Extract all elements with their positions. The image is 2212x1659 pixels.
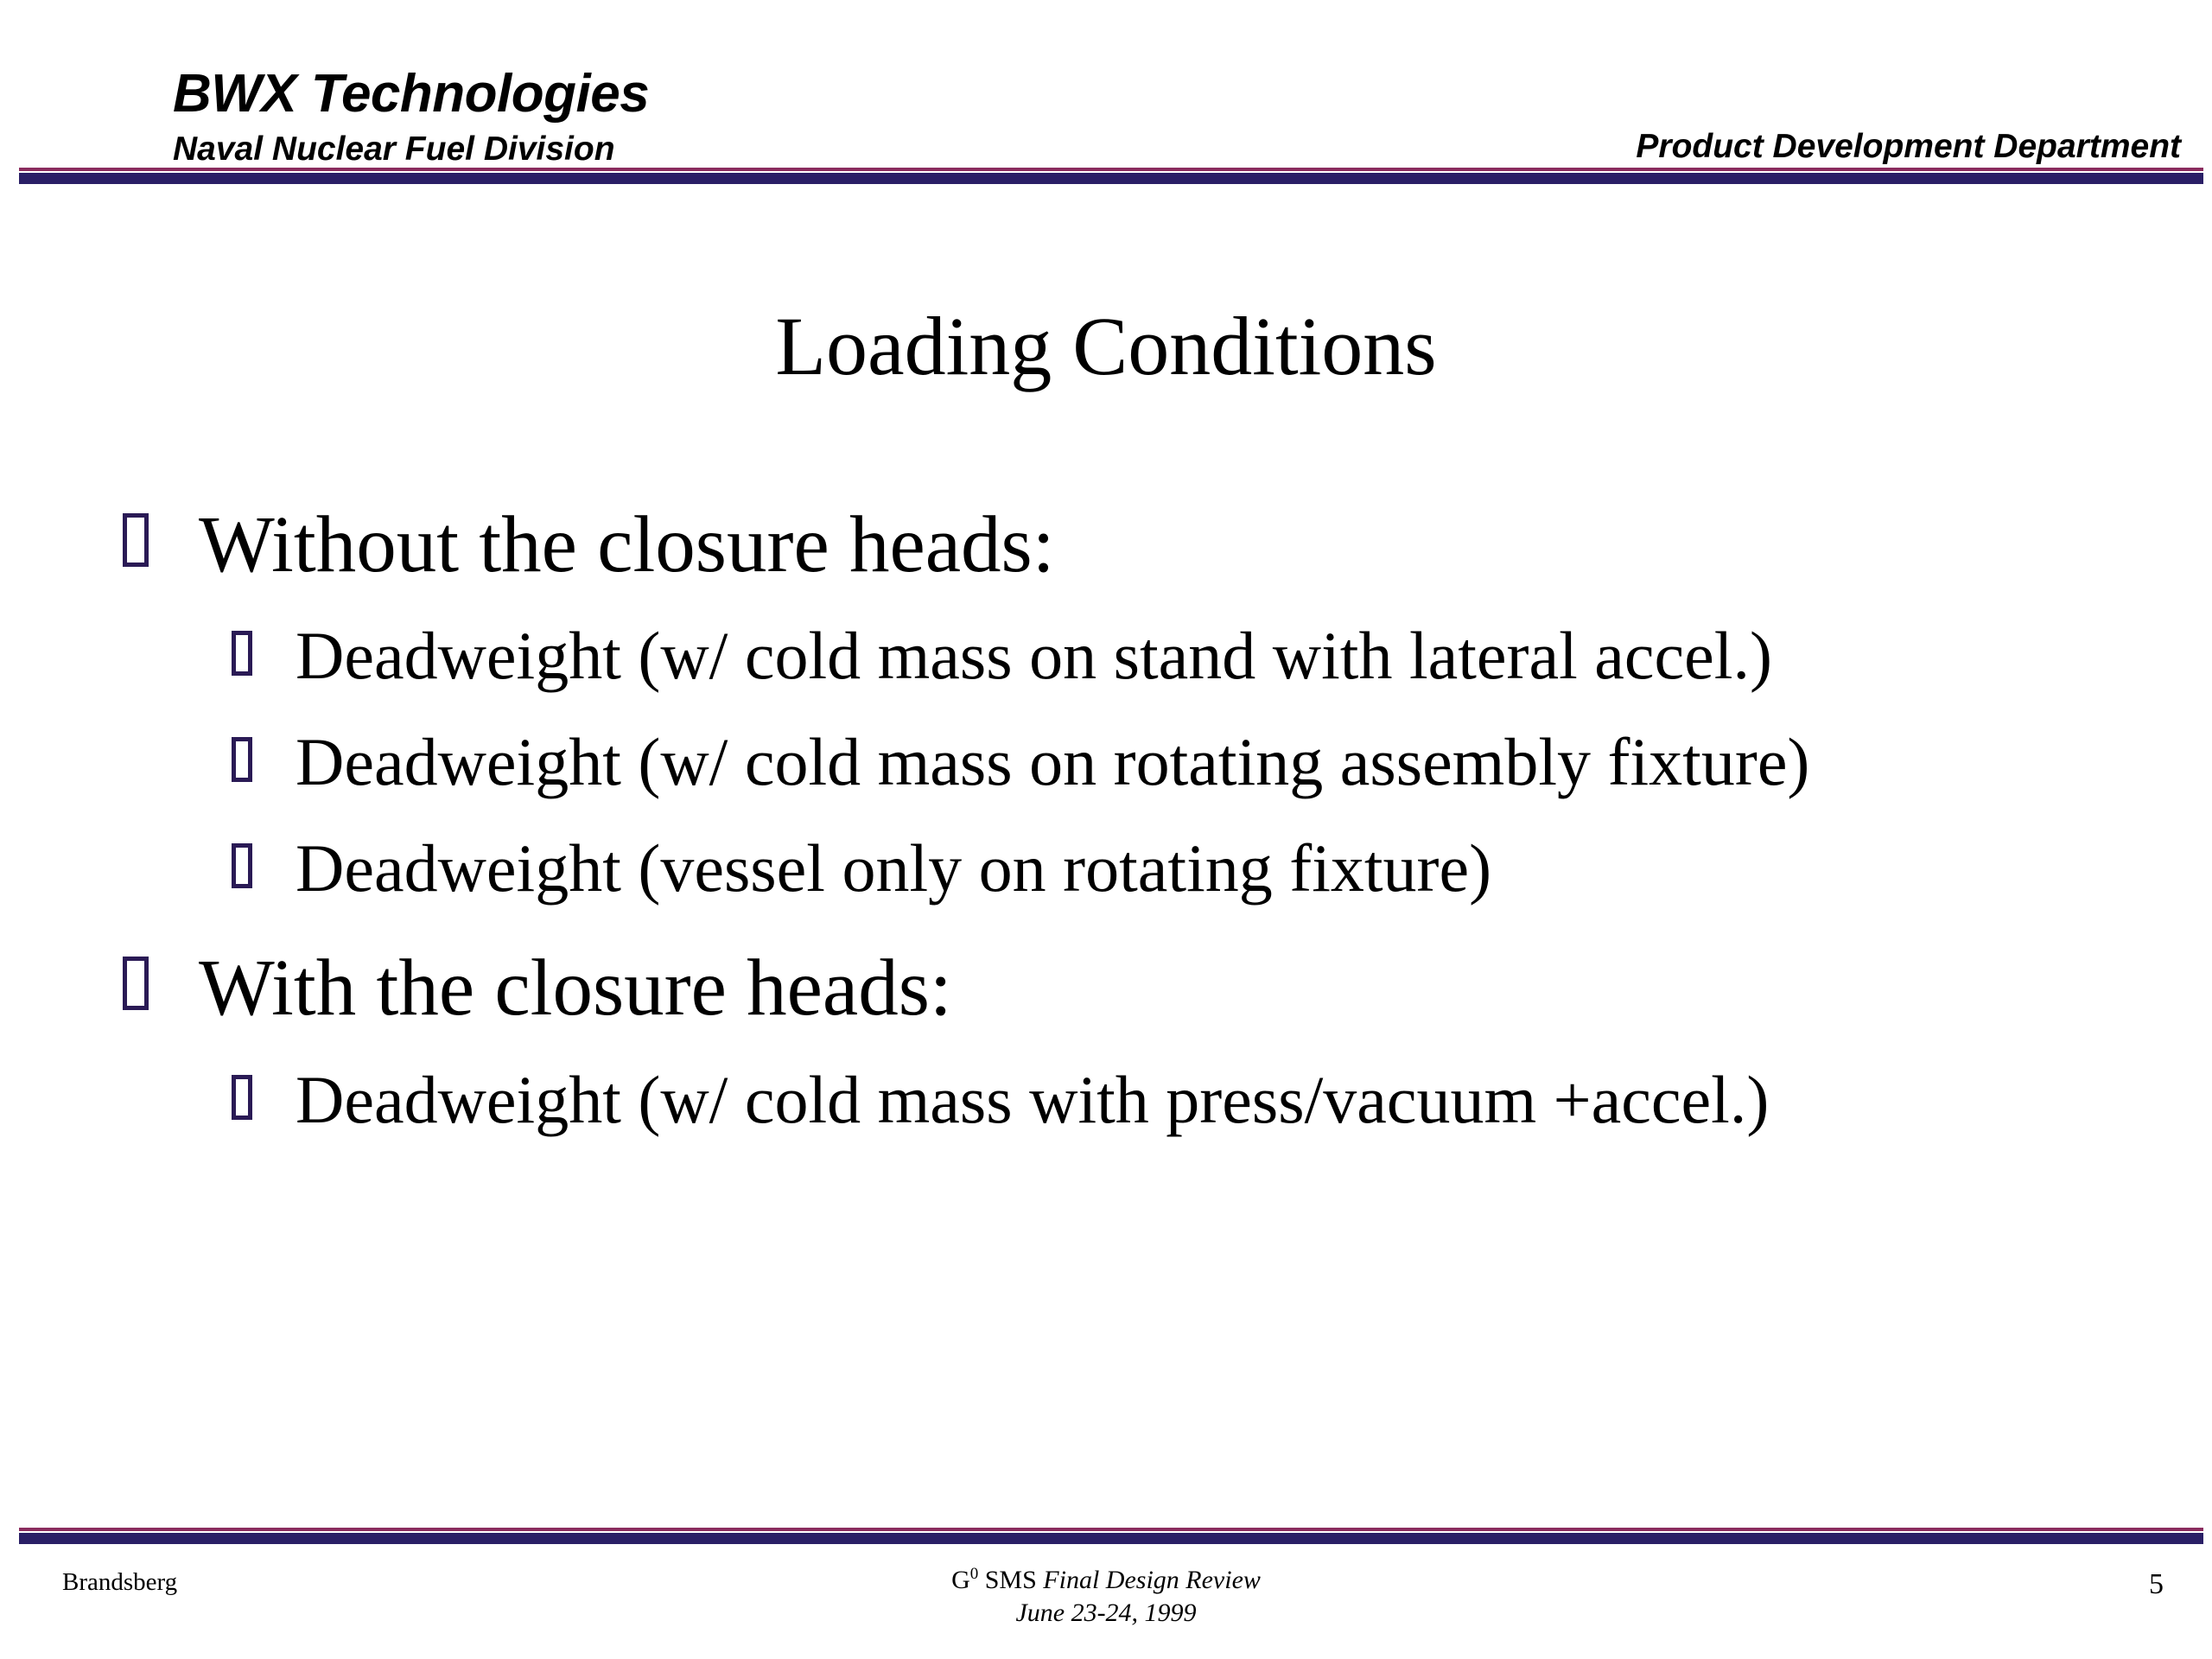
sub-bullet-marker-icon [232, 843, 252, 888]
slide-title: Loading Conditions [775, 300, 1437, 392]
page-number: 5 [2149, 1568, 2164, 1600]
sub-bullet-marker-icon [232, 1075, 252, 1120]
footer-project-superscript: 0 [969, 1565, 979, 1583]
header-rule [19, 168, 2203, 186]
bullet-text: With the closure heads: [199, 944, 952, 1033]
footer-review: Final Design Review [1043, 1566, 1261, 1594]
bullet-marker-icon [123, 513, 149, 567]
bullet-text: Without the closure heads: [199, 500, 1055, 589]
division-name: Naval Nuclear Fuel Division [173, 130, 615, 168]
footer-rule-thin [19, 1528, 2203, 1531]
footer-rule [19, 1528, 2203, 1546]
header-rule-thin [19, 168, 2203, 171]
sub-bullet-text: Deadweight (w/ cold mass on stand with lateral accel.) [296, 618, 1772, 693]
footer-date: June 23-24, 1999 [1015, 1598, 1197, 1627]
header-rule-thick [19, 173, 2203, 184]
sub-bullet-text: Deadweight (vessel only on rotating fixture) [296, 830, 1492, 906]
footer-project-g: G [951, 1566, 970, 1594]
bullet-marker-icon [123, 957, 149, 1010]
footer-project-name: SMS [978, 1566, 1044, 1594]
sub-bullet-marker-icon [232, 631, 252, 676]
sub-bullet-text: Deadweight (w/ cold mass on rotating assembly fixture) [296, 724, 1810, 799]
sub-bullet-text: Deadweight (w/ cold mass with press/vacuum +accel.) [296, 1062, 1770, 1137]
department-name: Product Development Department [1636, 128, 2181, 165]
company-name: BWX Technologies [173, 64, 650, 124]
footer-project-line [0, 1564, 2212, 1597]
footer-rule-thick [19, 1533, 2203, 1544]
footer-author: Brandsberg [62, 1568, 178, 1596]
footer-presentation-info [0, 1564, 2212, 1629]
sub-bullet-marker-icon [232, 737, 252, 782]
